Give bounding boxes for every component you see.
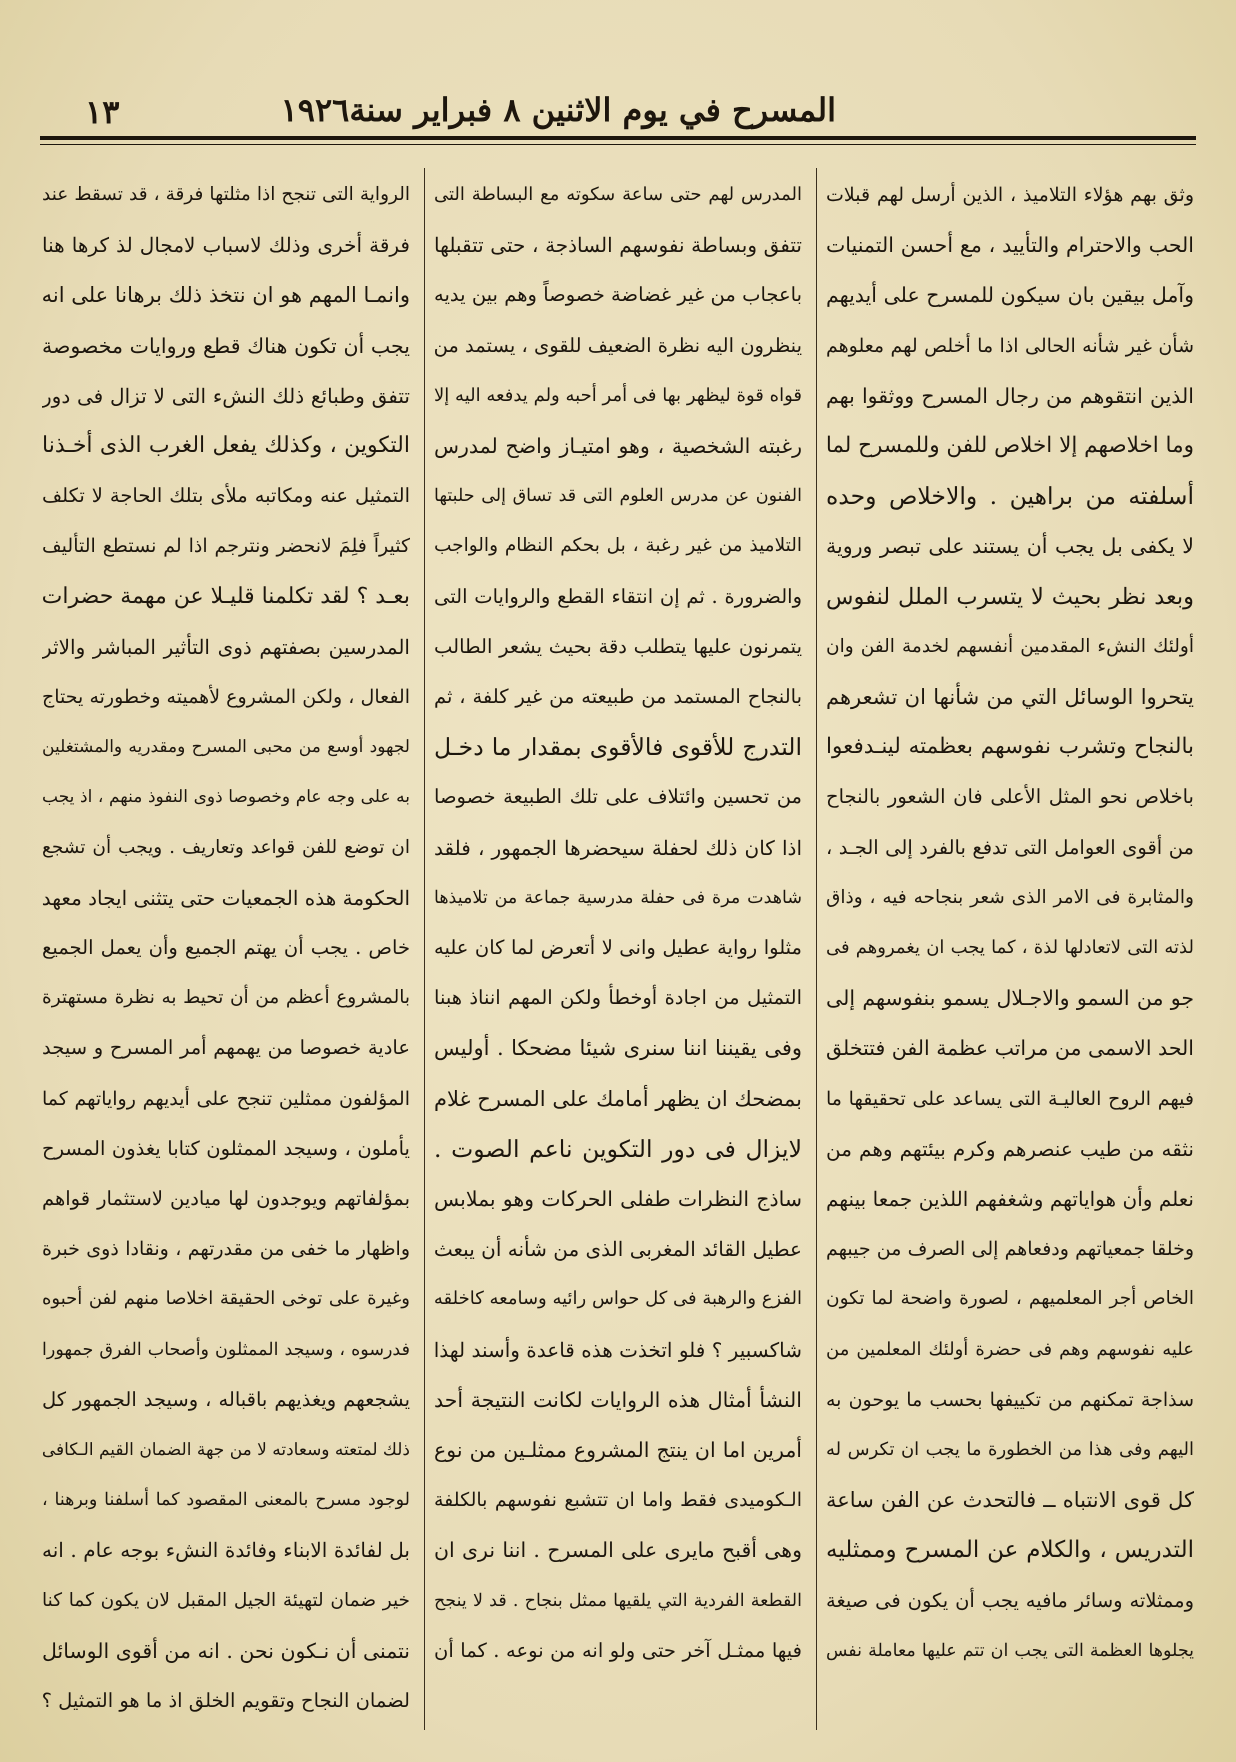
text-line: فرقة أخرى وذلك لاسباب لامجال لذ كرها هنا bbox=[42, 233, 410, 258]
text-line: ذلك لمتعته وسعادته لا من جهة الضمان القيم الـكافى bbox=[42, 1440, 410, 1461]
text-column-right bbox=[826, 170, 1194, 1730]
text-line: باعجاب من غير غضاضة خصوصاً وهم بين يديه bbox=[434, 283, 802, 307]
text-line: وخلقا جمعياتهم ودفعاهم إلى الصرف من جيبهم bbox=[826, 1238, 1194, 1261]
text-line: الحد الاسمى من مراتب عظمة الفن فتتخلق bbox=[826, 1036, 1194, 1061]
text-line: وفى يقيننا اننا سنرى شيئا مضحكا . أوليس bbox=[434, 1036, 802, 1061]
text-line: والضرورة . ثم إن انتقاء القطع والروايات التى bbox=[434, 584, 802, 608]
text-line: فدرسوه ، وسيجد الممثلون وأصحاب الفرق جمهورا bbox=[42, 1339, 410, 1360]
text-line: كثيراً فلِمَ لانحضر ونترجم اذا لم نستطع التأليف bbox=[42, 535, 410, 558]
text-line: أولئك النشء المقدمين أنفسهم لخدمة الفن وان bbox=[826, 635, 1194, 657]
text-line: شاهدت مرة فى حفلة مدرسية جماعة من تلاميذها bbox=[434, 887, 802, 908]
column-divider bbox=[424, 168, 425, 1730]
text-line: رغبته الشخصية ، وهو امتيـاز واضح لمدرس bbox=[434, 434, 802, 459]
text-line: التكوين ، وكذلك يفعل الغرب الذى أخـذنا bbox=[42, 433, 410, 459]
text-line: قواه قوة ليظهر بها فى أمر أحبه ولم يدفعه اليه إلا bbox=[434, 384, 802, 406]
text-line: الحب والاحترام والتأييد ، مع أحسن التمنيات bbox=[826, 233, 1194, 258]
text-line: اليهم وفى هذا من الخطورة ما يجب ان تكرس له bbox=[826, 1439, 1194, 1461]
column-divider bbox=[816, 168, 817, 1730]
text-line: نتمنى أن نـكون نحن . انه من أقوى الوسائل bbox=[42, 1638, 410, 1663]
text-column-middle bbox=[434, 170, 802, 1730]
text-line: بالنجاح المستمد من طبيعته من غير كلفة ، ثم bbox=[434, 685, 802, 709]
page-number: ١٣ bbox=[85, 93, 120, 131]
text-line: لا يكفى بل يجب أن يستند على تبصر وروية bbox=[826, 534, 1194, 559]
text-line: لجهود أوسع من محبى المسرح ومقدريه والمشتغلين bbox=[42, 737, 410, 758]
text-line: لوجود مسرح بالمعنى المقصود كما أسلفنا وبرهنا ، bbox=[42, 1490, 410, 1511]
text-line: عليه نفوسهم وهم فى حضرة أولئك المعلمين من bbox=[826, 1338, 1194, 1360]
text-line: وممثلاته وسائر مافيه يجب أن يكون فى صيغة bbox=[826, 1588, 1194, 1612]
text-line: فيها ممثـل آخر حتى ولو انه من نوعه . كما أن bbox=[434, 1638, 802, 1662]
page-header bbox=[40, 82, 1196, 142]
text-line: خاص . يجب أن يهتم الجميع وأن يعمل الجميع bbox=[42, 936, 410, 960]
text-line: القطعة الفردية التي يلقيها ممثل بنجاح . قد لا ينجح bbox=[434, 1590, 802, 1611]
text-line: شاكسبير ؟ فلو اتخذت هذه قاعدة وأسند لهذا bbox=[434, 1337, 802, 1362]
text-line: خير ضمان لتهيئة الجيل المقبل لان يكون كما كنا bbox=[42, 1589, 410, 1611]
text-line: وما اخلاصهم إلا اخلاص للفن وللمسرح لما bbox=[826, 433, 1194, 459]
header-rule bbox=[40, 136, 1196, 140]
text-line: باخلاص نحو المثل الأعلى فان الشعور بالنجاح bbox=[826, 785, 1194, 809]
text-line: أسلفته من براهين . والاخلاص وحده bbox=[826, 482, 1194, 511]
text-line: من تحسين وائتلاف على تلك الطبيعة خصوصا bbox=[434, 785, 802, 809]
text-line: وآمل بيقين بان سيكون للمسرح على أيديهم bbox=[826, 283, 1194, 308]
text-line: الفنون عن مدرس العلوم التى قد تساق إلى حلبتها bbox=[434, 486, 802, 507]
text-line: ينظرون اليه نظرة الضعيف للقوى ، يستمد من bbox=[434, 333, 802, 357]
text-line: الفعال ، ولكن المشروع لأهميته وخطورته يحتاج bbox=[42, 686, 410, 709]
text-line: التدرج للأقوى فالأقوى بمقدار ما دخـل bbox=[434, 733, 802, 762]
text-line: جو من السمو والاجـلال يسمو بنفوسهم إلى bbox=[826, 986, 1194, 1011]
text-line: كل قوى الانتباه ــ فالتحدث عن الفن ساعة bbox=[826, 1488, 1194, 1513]
text-line: مثلوا رواية عطيل وانى لا أتعرض لما كان عليه bbox=[434, 936, 802, 960]
text-line: بمضحك ان يظهر أمامك على المسرح غلام bbox=[434, 1086, 802, 1111]
text-line: تتفق وبساطة نفوسهم الساذجة ، حتى تتقبلها bbox=[434, 233, 802, 258]
text-line: الـكوميدى فقط واما ان تتشبع نفوسهم بالكلفة bbox=[434, 1489, 802, 1512]
text-line: يشجعهم ويغذيهم باقباله ، وسيجد الجمهور كل bbox=[42, 1387, 410, 1411]
text-line: تتفق وطبائع ذلك النشء التى لا تزال فى دور bbox=[42, 383, 410, 408]
text-line: التمثيل عنه ومكاتبه ملأى بتلك الحاجة لا تكلف bbox=[42, 484, 410, 508]
text-line: لايزال فى دور التكوين ناعم الصوت . bbox=[434, 1134, 802, 1163]
text-line: سذاجة تمكنهم من تكييفها بحسب ما يوحون به bbox=[826, 1388, 1194, 1411]
text-line: اذا كان ذلك لحفلة سيحضرها الجمهور ، فلقد bbox=[434, 835, 802, 860]
text-line: يأملون ، وسيجد الممثلون كتابا يغذون المسرح bbox=[42, 1136, 410, 1160]
text-line: التدريس ، والكلام عن المسرح وممثليه bbox=[826, 1537, 1194, 1564]
text-line: بمؤلفاتهم ويوجدون لها ميادين لاستثمار قواهم bbox=[42, 1187, 410, 1211]
text-line: لذته التى لاتعادلها لذة ، كما يجب ان يغمروهم فى bbox=[826, 937, 1194, 959]
text-line: لضمان النجاح وتقويم الخلق اذ ما هو التمثيل ؟ bbox=[42, 1689, 410, 1713]
text-line: ساذج النظرات طفلى الحركات وهو بملابس bbox=[434, 1187, 802, 1212]
text-line: المدرسين بصفتهم ذوى التأثير المباشر والاثر bbox=[42, 634, 410, 659]
text-line: الفزع والرهبة فى كل حواس رائيه وسامعه كاخلقه bbox=[434, 1288, 802, 1310]
text-line: فيهم الروح العاليـة التى يساعد على تحقيقها ما bbox=[826, 1087, 1194, 1110]
text-line: واظهار ما خفى من مقدرتهم ، ونقادا ذوى خبرة bbox=[42, 1238, 410, 1261]
text-line: أمرين اما ان ينتج المشروع ممثلـين من نوع bbox=[434, 1438, 802, 1463]
text-line: بالنجاح وتشرب نفوسهم بعظمته لينـدفعوا bbox=[826, 734, 1194, 760]
text-line: وانمـا المهم هو ان نتخذ ذلك برهانا على انه bbox=[42, 283, 410, 308]
header-rule-thin bbox=[40, 144, 1196, 145]
text-line: به على وجه عام وخصوصا ذوى النفوذ منهم ، اذ يجب bbox=[42, 787, 410, 808]
text-line: شأن غير شأنه الحالى اذا ما أخلص لهم معلوهم bbox=[826, 334, 1194, 357]
text-line: وبعد نظر بحيث لا يتسرب الملل لنفوس bbox=[826, 583, 1194, 610]
text-line: وغيرة على توخى الحقيقة اخلاصا منهم لفن أحبوه bbox=[42, 1288, 410, 1310]
text-line: يتحروا الوسائل التي من شأنها ان تشعرهم bbox=[826, 685, 1194, 710]
text-line: يتمرنون عليها يتطلب دقة بحيث يشعر الطالب bbox=[434, 634, 802, 658]
text-line: التمثيل من اجادة أوخطأ ولكن المهم انناذ هبنا bbox=[434, 986, 802, 1010]
text-line: من أقوى العوامل التى تدفع بالفرد إلى الجـد ، bbox=[826, 835, 1194, 859]
text-line: يجلوها العظمة التى يجب ان تتم عليها معاملة نفس bbox=[826, 1640, 1194, 1661]
text-column-left bbox=[42, 170, 410, 1730]
text-line: والمثابرة فى الامر الذى شعر بنجاحه فيه ، وذاق bbox=[826, 886, 1194, 908]
text-line: نثقه من طيب عنصرهم وكرم بيئتهم وهم من bbox=[826, 1136, 1194, 1161]
text-line: بعـد ؟ لقد تكلمنا قليـلا عن مهمة حضرات bbox=[42, 583, 410, 609]
text-line: النشأ أمثال هذه الروايات لكانت النتيجة أحد bbox=[434, 1387, 802, 1412]
text-line: بل لفائدة الابناء وفائدة النشء بوجه عام . انه bbox=[42, 1538, 410, 1563]
text-line: ان توضع للفن قواعد وتعاريف . ويجب أن تشجع bbox=[42, 836, 410, 858]
text-line: الذين انتقوهم من رجال المسرح ووثقوا بهم bbox=[826, 383, 1194, 408]
text-line: المدرس لهم حتى ساعة سكوته مع البساطة التى bbox=[434, 184, 802, 205]
text-line: وثق بهم هؤلاء التلاميذ ، الذين أرسل لهم قبلات bbox=[826, 184, 1194, 206]
text-line: التلاميذ من غير رغبة ، بل بحكم النظام والواجب bbox=[434, 535, 802, 557]
text-line: وهى أقبح مايرى على المسرح . اننا نرى ان bbox=[434, 1538, 802, 1563]
text-line: الرواية التى تنجح اذا مثلتها فرقة ، قد تسقط عند bbox=[42, 184, 410, 205]
page-title: المسرح في يوم الاثنين ٨ فبراير سنة١٩٢٦ bbox=[280, 91, 836, 129]
text-line: عادية خصوصا من يهمهم أمر المسرح و سيجد bbox=[42, 1036, 410, 1060]
text-line: بالمشروع أعظم من أن تحيط به نظرة مستهترة bbox=[42, 987, 410, 1009]
text-line: الحكومة هذه الجمعيات حتى يتثنى ايجاد معهد bbox=[42, 885, 410, 910]
text-line: يجب أن تكون هناك قطع وروايات مخصوصة bbox=[42, 333, 410, 358]
text-line: عطيل القائد المغربى الذى من شأنه أن يبعث bbox=[434, 1237, 802, 1262]
text-line: المؤلفون ممثلين تنجح على أيديهم رواياتهم كما bbox=[42, 1087, 410, 1110]
text-line: الخاص أجر المعلميهم ، لصورة واضحة لما تكون bbox=[826, 1288, 1194, 1310]
text-line: نعلم وأن هواياتهم وشغفهم اللذين جمعا بينهم bbox=[826, 1187, 1194, 1212]
